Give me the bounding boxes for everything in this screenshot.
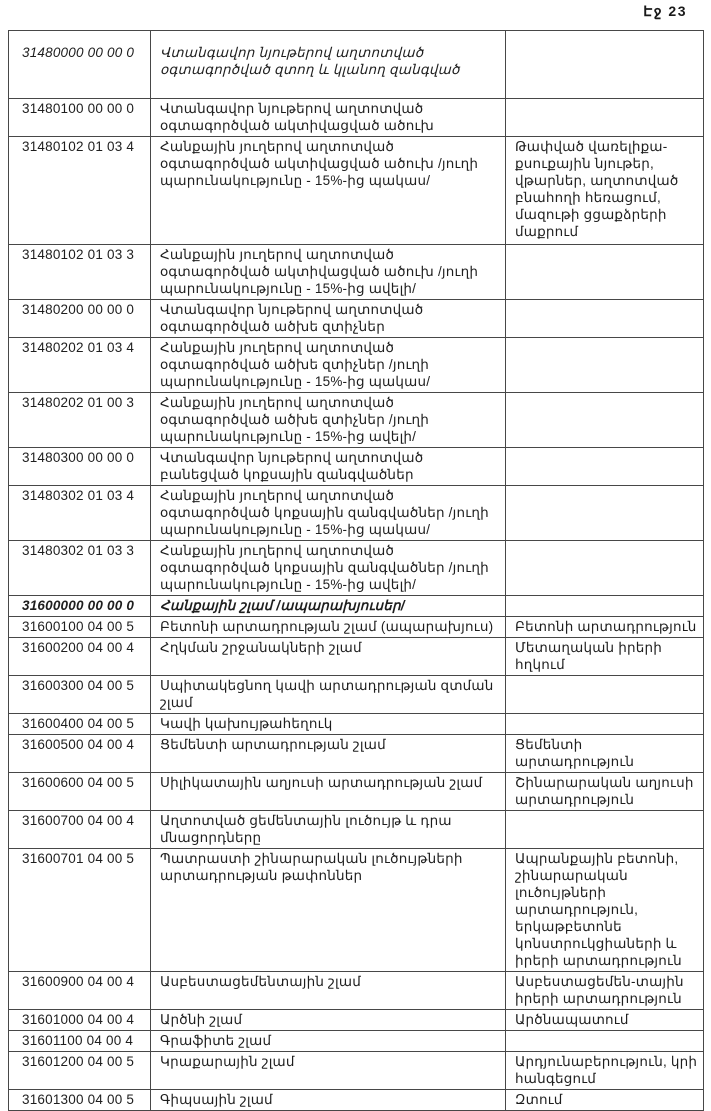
cell-description: Աղտոտված ցեմենտային լուծույթ և դրա մնացորդները bbox=[151, 811, 506, 849]
cell-code: 31600400 04 00 5 bbox=[9, 714, 151, 735]
cell-description: Պատրաստի շինարարական լուծույթների արտադրության թափոններ bbox=[151, 849, 506, 972]
cell-description: Կավի կախույթահեղուկ bbox=[151, 714, 506, 735]
cell-code: 31600100 04 00 5 bbox=[9, 617, 151, 638]
cell-description: Վտանգավոր նյութերով աղտոտված օգտագործված ակտիվացված ածուխ bbox=[151, 99, 506, 137]
cell-description: Գիպսային շլամ bbox=[151, 1090, 506, 1111]
cell-code: 31601300 04 00 5 bbox=[9, 1090, 151, 1111]
cell-note: Թափված վառելիքա-քսուքային նյութեր, վթարներ, աղտոտված բնահողի հեռացում, մազութի ցցաքձրերի մաքրում bbox=[506, 137, 704, 245]
table-row bbox=[9, 338, 704, 393]
cell-code: 31480100 00 00 0 bbox=[9, 99, 151, 137]
cell-description: Կրաքարային շլամ bbox=[151, 1052, 506, 1090]
table-row bbox=[9, 1052, 704, 1090]
cell-note: Մետաղական իրերի հղկում bbox=[506, 638, 704, 676]
cell-code: 31480102 01 03 3 bbox=[9, 245, 151, 300]
cell-code: 31600500 04 00 4 bbox=[9, 735, 151, 773]
cell-note bbox=[506, 245, 704, 300]
table-row bbox=[9, 393, 704, 448]
cell-description: Սպիտակեցնող կավի արտադրության զտման շլամ bbox=[151, 676, 506, 714]
cell-note: Արծնապատում bbox=[506, 1010, 704, 1031]
cell-note bbox=[506, 541, 704, 596]
cell-code: 31601100 04 00 4 bbox=[9, 1031, 151, 1052]
cell-description: Վտանգավոր նյութերով աղտոտված բանեցված կոքսային զանգվածներ bbox=[151, 448, 506, 486]
cell-description: Սիլիկատային աղյուսի արտադրության շլամ bbox=[151, 773, 506, 811]
cell-description: Արծնի շլամ bbox=[151, 1010, 506, 1031]
cell-code: 31601200 04 00 5 bbox=[9, 1052, 151, 1090]
cell-note: Ասբեստացեմեն-տային իրերի արտադրություն bbox=[506, 972, 704, 1010]
cell-note bbox=[506, 393, 704, 448]
cell-code: 31480102 01 03 4 bbox=[9, 137, 151, 245]
cell-description: Բետոնի արտադրության շլամ (ապարախյուս) bbox=[151, 617, 506, 638]
table-row bbox=[9, 676, 704, 714]
cell-note: Արդյունաբերություն, կրի հանգեցում bbox=[506, 1052, 704, 1090]
table-row bbox=[9, 714, 704, 735]
table-row bbox=[9, 972, 704, 1010]
table-row bbox=[9, 596, 704, 617]
cell-description: Հանքային յուղերով աղտոտված օգտագործված կոքսային զանգվածներ /յուղի պարունակությունը - 15%-ից պակաս/ bbox=[151, 486, 506, 541]
waste-table-body bbox=[9, 31, 704, 1111]
cell-note bbox=[506, 1031, 704, 1052]
cell-note bbox=[506, 486, 704, 541]
cell-code: 31601000 04 00 4 bbox=[9, 1010, 151, 1031]
table-row bbox=[9, 137, 704, 245]
cell-description: Ասբեստացեմենտային շլամ bbox=[151, 972, 506, 1010]
cell-note: Ապրանքային բետոնի, շինարարական լուծույթների արտադրություն, երկաթբետոնե կոնստրուկցիաների և իրերի արտադրություն bbox=[506, 849, 704, 972]
cell-note bbox=[506, 596, 704, 617]
cell-code: 31480300 00 00 0 bbox=[9, 448, 151, 486]
cell-description: Հանքային յուղերով աղտոտված օգտագործված ածխե զտիչներ /յուղի պարունակությունը - 15%-ից ավելի/ bbox=[151, 393, 506, 448]
cell-description: Վտանգավոր նյութերով աղտոտված օգտագործված զտող և կլանող զանգված bbox=[151, 31, 506, 99]
cell-code: 31480302 01 03 3 bbox=[9, 541, 151, 596]
cell-description: Հանքային յուղերով աղտոտված օգտագործված ակտիվացված ածուխ /յուղի պարունակությունը - 15%-ից ավելի/ bbox=[151, 245, 506, 300]
cell-note: Զտում bbox=[506, 1090, 704, 1111]
cell-code: 31600900 04 00 4 bbox=[9, 972, 151, 1010]
table-row bbox=[9, 1090, 704, 1111]
table-row bbox=[9, 638, 704, 676]
cell-description: Հանքային շլամ /ապարախյուսեր/ bbox=[151, 596, 506, 617]
cell-description: Հանքային յուղերով աղտոտված օգտագործված կոքսային զանգվածներ /յուղի պարունակությունը - 15%-ից ավելի/ bbox=[151, 541, 506, 596]
cell-note bbox=[506, 676, 704, 714]
cell-description: Հանքային յուղերով աղտոտված օգտագործված ածխե զտիչներ /յուղի պարունակությունը - 15%-ից պակաս/ bbox=[151, 338, 506, 393]
cell-code: 31480302 01 03 4 bbox=[9, 486, 151, 541]
cell-description: Վտանգավոր նյութերով աղտոտված օգտագործված ածխե զտիչներ bbox=[151, 300, 506, 338]
table-row bbox=[9, 773, 704, 811]
table-row bbox=[9, 811, 704, 849]
cell-note bbox=[506, 448, 704, 486]
cell-note: Ցեմենտի արտադրություն bbox=[506, 735, 704, 773]
table-row bbox=[9, 99, 704, 137]
cell-description: Հանքային յուղերով աղտոտված օգտագործված ակտիվացված ածուխ /յուղի պարունակությունը - 15%-ից պակաս/ bbox=[151, 137, 506, 245]
waste-classification-table bbox=[8, 30, 704, 1111]
cell-description: Ցեմենտի արտադրության շլամ bbox=[151, 735, 506, 773]
cell-note bbox=[506, 300, 704, 338]
cell-code: 31600600 04 00 5 bbox=[9, 773, 151, 811]
cell-note bbox=[506, 338, 704, 393]
table-row bbox=[9, 617, 704, 638]
cell-code: 31480202 01 00 3 bbox=[9, 393, 151, 448]
table-row bbox=[9, 31, 704, 99]
cell-note bbox=[506, 31, 704, 99]
table-row bbox=[9, 300, 704, 338]
cell-note bbox=[506, 714, 704, 735]
table-row bbox=[9, 735, 704, 773]
cell-code: 31600701 04 00 5 bbox=[9, 849, 151, 972]
table-row bbox=[9, 1031, 704, 1052]
table-row bbox=[9, 245, 704, 300]
cell-code: 31480000 00 00 0 bbox=[9, 31, 151, 99]
cell-description: Գրաֆիտե շլամ bbox=[151, 1031, 506, 1052]
cell-description: Հղկման շրջանակների շլամ bbox=[151, 638, 506, 676]
cell-note bbox=[506, 99, 704, 137]
cell-note: Բետոնի արտադրություն bbox=[506, 617, 704, 638]
cell-code: 31600200 04 00 4 bbox=[9, 638, 151, 676]
cell-note: Շինարարական աղյուսի արտադրություն bbox=[506, 773, 704, 811]
cell-note bbox=[506, 811, 704, 849]
table-row bbox=[9, 486, 704, 541]
table-row bbox=[9, 541, 704, 596]
table-row bbox=[9, 448, 704, 486]
cell-code: 31480202 01 03 4 bbox=[9, 338, 151, 393]
cell-code: 31600000 00 00 0 bbox=[9, 596, 151, 617]
cell-code: 31480200 00 00 0 bbox=[9, 300, 151, 338]
table-row bbox=[9, 1010, 704, 1031]
cell-code: 31600700 04 00 4 bbox=[9, 811, 151, 849]
page-number: Էջ 23 bbox=[643, 3, 687, 19]
table-row bbox=[9, 849, 704, 972]
cell-code: 31600300 04 00 5 bbox=[9, 676, 151, 714]
